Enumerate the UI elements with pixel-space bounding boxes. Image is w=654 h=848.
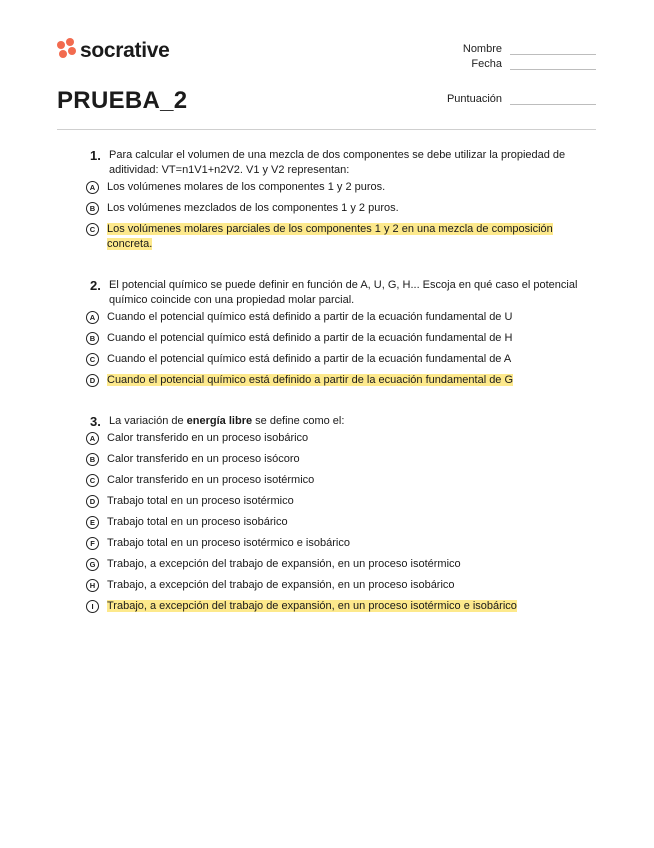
option-letter-circle: C (86, 223, 99, 236)
option-text: Trabajo total en un proceso isotérmico e isobárico (107, 537, 350, 549)
question-1 (0, 148, 654, 252)
answer-option (0, 331, 654, 346)
option-letter-circle: F (86, 537, 99, 550)
option-letter-circle: B (86, 332, 99, 345)
option-text: Trabajo total en un proceso isobárico (107, 516, 288, 528)
question-3 (0, 414, 654, 614)
option-text: Trabajo, a excepción del trabajo de expansión, en un proceso isobárico (107, 579, 455, 591)
answer-option (0, 515, 654, 530)
answer-option (0, 578, 654, 593)
question-text: Para calcular el volumen de una mezcla de dos componentes se debe utilizar la propiedad de aditividad: VT=n1V1+n2V2. V1 y V2 representan: (109, 149, 566, 176)
correct-option-text: Cuando el potencial químico está definido a partir de la ecuación fundamental de G (107, 374, 514, 386)
question-list (0, 148, 654, 640)
option-letter-circle: I (86, 600, 99, 613)
answer-option (0, 352, 654, 367)
correct-option-text: Los volúmenes molares parciales de los componentes 1 y 2 en una mezcla de composición concreta. (107, 223, 553, 250)
option-letter-circle: D (86, 374, 99, 387)
answer-option (0, 536, 654, 551)
name-line (510, 44, 596, 55)
option-text: Los volúmenes molares de los componentes 1 y 2 puros. (107, 181, 386, 193)
question-text: La variación de energía libre se define como el: (109, 415, 345, 427)
option-letter-circle: A (86, 181, 99, 194)
correct-answer-option (0, 222, 654, 252)
brand-name: socrative (80, 39, 170, 62)
score-field (447, 93, 596, 105)
option-text: Cuando el potencial químico está definido a partir de la ecuación fundamental de H (107, 332, 513, 344)
correct-answer-option (0, 373, 654, 388)
question-2 (0, 278, 654, 388)
quiz-title: PRUEBA_2 (57, 87, 188, 114)
question-emphasis: energía libre (186, 415, 253, 427)
option-text: Calor transferido en un proceso isócoro (107, 453, 300, 465)
option-letter-circle: C (86, 474, 99, 487)
option-text: Calor transferido en un proceso isotérmico (107, 474, 315, 486)
option-letter-circle: E (86, 516, 99, 529)
header-divider (57, 129, 596, 130)
socrative-logo-icon (57, 38, 77, 64)
option-letter-circle: G (86, 558, 99, 571)
date-field (463, 55, 596, 70)
answer-option (0, 180, 654, 195)
answer-option (0, 473, 654, 488)
answer-option (0, 557, 654, 572)
socrative-logo (57, 38, 170, 64)
option-text: Trabajo total en un proceso isotérmico (107, 495, 294, 507)
answer-option (0, 201, 654, 216)
question-number: 1. (90, 148, 101, 163)
option-text: Calor transferido en un proceso isobárico (107, 432, 309, 444)
option-letter-circle: A (86, 432, 99, 445)
answer-option (0, 431, 654, 446)
answer-option (0, 494, 654, 509)
option-letter-circle: B (86, 202, 99, 215)
option-letter-circle: B (86, 453, 99, 466)
option-text: Cuando el potencial químico está definido a partir de la ecuación fundamental de A (107, 353, 512, 365)
correct-option-text: Trabajo, a excepción del trabajo de expansión, en un proceso isotérmico e isobárico (107, 600, 517, 612)
option-letter-circle: D (86, 495, 99, 508)
option-text: Los volúmenes mezclados de los componentes 1 y 2 puros. (107, 202, 399, 214)
option-letter-circle: A (86, 311, 99, 324)
name-field (463, 40, 596, 55)
answer-option (0, 452, 654, 467)
name-label: Nombre (462, 43, 502, 55)
option-letter-circle: C (86, 353, 99, 366)
option-letter-circle: H (86, 579, 99, 592)
student-info-fields (463, 40, 596, 70)
score-line (510, 94, 596, 105)
question-number: 2. (90, 278, 101, 293)
option-text: Trabajo, a excepción del trabajo de expansión, en un proceso isotérmico (107, 558, 461, 570)
date-line (510, 59, 596, 70)
date-label: Fecha (471, 58, 502, 70)
question-number: 3. (90, 414, 101, 429)
correct-answer-option (0, 599, 654, 614)
answer-option (0, 310, 654, 325)
question-text: El potencial químico se puede definir en función de A, U, G, H... Escoja en qué caso el potencial químico coincide con una propiedad molar parcial. (109, 279, 578, 306)
option-text: Cuando el potencial químico está definido a partir de la ecuación fundamental de U (107, 311, 513, 323)
score-label: Puntuación (446, 93, 502, 105)
